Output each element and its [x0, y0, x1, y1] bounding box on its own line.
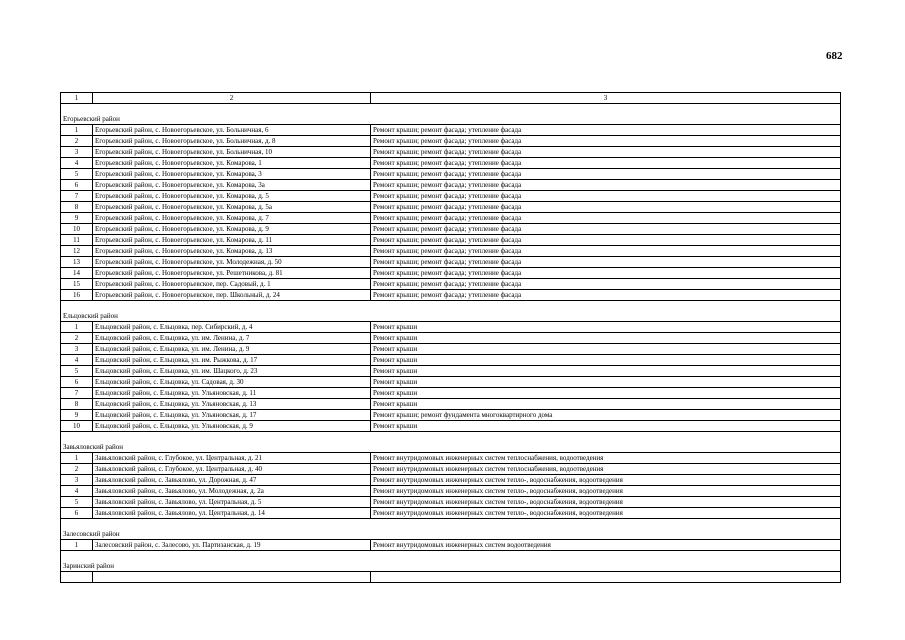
- row-work-type: Ремонт внутридомовых инженерных систем теплоснабжения, водоотведения: [371, 464, 841, 475]
- table-row: [61, 235, 841, 246]
- table-row: [61, 399, 841, 410]
- header-cell-1: 1: [61, 93, 93, 104]
- table-row: [61, 125, 841, 136]
- table-row: [61, 497, 841, 508]
- row-address: Ельцовский район, с. Ельцовка, ул. Ульяновская, д. 11: [93, 388, 371, 399]
- row-number: 7: [61, 191, 93, 202]
- table-row: [61, 453, 841, 464]
- spacer-cell: [61, 301, 841, 312]
- row-number: 8: [61, 399, 93, 410]
- row-number: 2: [61, 333, 93, 344]
- row-address: Ельцовский район, с. Ельцовка, ул. Ульяновская, д. 17: [93, 410, 371, 421]
- row-work-type: Ремонт крыши: [371, 399, 841, 410]
- row-address: Егорьевский район, с. Новоегорьевское, ул. Комарова, д. 5: [93, 191, 371, 202]
- row-address: Егорьевский район, с. Новоегорьевское, ул. Комарова, 3а: [93, 180, 371, 191]
- table-row: [61, 540, 841, 551]
- table-row: [61, 257, 841, 268]
- row-address: Завьяловский район, с. Завьялово, ул. Молодежная, д. 2а: [93, 486, 371, 497]
- table-row: [61, 410, 841, 421]
- row-number: 6: [61, 508, 93, 519]
- row-work-type: Ремонт внутридомовых инженерных систем тепло-, водоснабжения, водоотведения: [371, 497, 841, 508]
- table-row: [61, 136, 841, 147]
- header-cell-3: 3: [371, 93, 841, 104]
- row-work-type: Ремонт внутридомовых инженерных систем тепло-, водоснабжения, водоотведения: [371, 486, 841, 497]
- section-spacer: [61, 432, 841, 443]
- row-address: Ельцовский район, с. Ельцовка, ул. Ульяновская, д. 9: [93, 421, 371, 432]
- section-title: Ельцовский район: [61, 311, 841, 322]
- section-title: Заринский район: [61, 561, 841, 572]
- row-work-type: Ремонт крыши; ремонт фасада; утепление фасада: [371, 224, 841, 235]
- table-row: [61, 158, 841, 169]
- spacer-cell: [61, 104, 841, 115]
- section-title-row: [61, 114, 841, 125]
- table-row: [61, 572, 841, 583]
- row-number: 15: [61, 279, 93, 290]
- row-work-type: Ремонт крыши: [371, 355, 841, 366]
- table-row: [61, 147, 841, 158]
- table-row: [61, 377, 841, 388]
- row-number: 9: [61, 213, 93, 224]
- row-work-type: Ремонт крыши: [371, 388, 841, 399]
- row-work-type: Ремонт внутридомовых инженерных систем тепло-, водоснабжения, водоотведения: [371, 508, 841, 519]
- row-work-type: Ремонт крыши; ремонт фасада; утепление фасада: [371, 136, 841, 147]
- row-address: Завьяловский район, с. Завьялово, ул. Дорожная, д. 47: [93, 475, 371, 486]
- row-work-type: Ремонт крыши; ремонт фасада; утепление фасада: [371, 169, 841, 180]
- row-number: 10: [61, 421, 93, 432]
- row-address: Егорьевский район, с. Новоегорьевское, ул. Комарова, д. 11: [93, 235, 371, 246]
- section-title: Завьяловский район: [61, 442, 841, 453]
- repair-register-table: [60, 92, 841, 583]
- row-address: Егорьевский район, с. Новоегорьевское, ул. Комарова, 3: [93, 169, 371, 180]
- table-row: [61, 333, 841, 344]
- row-work-type: Ремонт крыши: [371, 366, 841, 377]
- section-spacer: [61, 551, 841, 562]
- row-number: 8: [61, 202, 93, 213]
- table-row: [61, 355, 841, 366]
- row-work-type: Ремонт крыши: [371, 421, 841, 432]
- table-row: [61, 268, 841, 279]
- row-number: 7: [61, 388, 93, 399]
- row-address: Ельцовский район, с. Ельцовка, ул. им. Шацкого, д. 23: [93, 366, 371, 377]
- row-work-type: Ремонт крыши; ремонт фасада; утепление фасада: [371, 257, 841, 268]
- row-address: Завьяловский район, с. Глубокое, ул. Центральная, д. 21: [93, 453, 371, 464]
- row-work-type: Ремонт крыши; ремонт фасада; утепление фасада: [371, 125, 841, 136]
- spacer-cell: [61, 519, 841, 530]
- row-number: 5: [61, 366, 93, 377]
- row-work-type: Ремонт крыши; ремонт фасада; утепление фасада: [371, 279, 841, 290]
- row-number: 3: [61, 147, 93, 158]
- section-spacer: [61, 104, 841, 115]
- row-work-type: Ремонт крыши: [371, 333, 841, 344]
- row-number: 4: [61, 486, 93, 497]
- row-work-type: Ремонт крыши; ремонт фасада; утепление фасада: [371, 213, 841, 224]
- row-number: 11: [61, 235, 93, 246]
- section-title-row: [61, 311, 841, 322]
- row-work-type: Ремонт крыши; ремонт фасада; утепление фасада: [371, 158, 841, 169]
- row-number: 14: [61, 268, 93, 279]
- row-address: Егорьевский район, с. Новоегорьевское, ул. Больничная, 10: [93, 147, 371, 158]
- table-row: [61, 421, 841, 432]
- table-row: [61, 290, 841, 301]
- table-row: [61, 246, 841, 257]
- row-number: 1: [61, 322, 93, 333]
- row-address: Егорьевский район, с. Новоегорьевское, пер. Школьный, д. 24: [93, 290, 371, 301]
- row-address: Егорьевский район, с. Новоегорьевское, ул. Молодежная, д. 50: [93, 257, 371, 268]
- page-number: 682: [826, 50, 843, 62]
- row-address: Завьяловский район, с. Завьялово, ул. Центральная, д. 14: [93, 508, 371, 519]
- row-number: 3: [61, 475, 93, 486]
- row-address: Егорьевский район, с. Новоегорьевское, ул. Комарова, д. 5а: [93, 202, 371, 213]
- row-work-type: [371, 572, 841, 583]
- section-title: Егорьевский район: [61, 114, 841, 125]
- table-row: [61, 213, 841, 224]
- row-number: 6: [61, 377, 93, 388]
- row-address: Егорьевский район, с. Новоегорьевское, ул. Комарова, 1: [93, 158, 371, 169]
- section-title-row: [61, 529, 841, 540]
- row-number: 5: [61, 497, 93, 508]
- row-number: 9: [61, 410, 93, 421]
- row-address: Егорьевский район, с. Новоегорьевское, ул. Комарова, д. 7: [93, 213, 371, 224]
- row-address: Егорьевский район, с. Новоегорьевское, ул. Больничная, д. 8: [93, 136, 371, 147]
- row-number: 4: [61, 355, 93, 366]
- row-work-type: Ремонт крыши; ремонт фасада; утепление фасада: [371, 235, 841, 246]
- row-number: [61, 572, 93, 583]
- section-title-row: [61, 442, 841, 453]
- table-body: [61, 93, 841, 583]
- row-number: 2: [61, 464, 93, 475]
- row-work-type: Ремонт крыши; ремонт фундамента многоквартирного дома: [371, 410, 841, 421]
- section-title-row: [61, 561, 841, 572]
- table-row: [61, 464, 841, 475]
- spacer-cell: [61, 551, 841, 562]
- row-number: 1: [61, 453, 93, 464]
- row-number: 2: [61, 136, 93, 147]
- row-address: Егорьевский район, с. Новоегорьевское, ул. Комарова, д. 13: [93, 246, 371, 257]
- row-address: Завьяловский район, с. Завьялово, ул. Центральная, д. 5: [93, 497, 371, 508]
- table-row: [61, 388, 841, 399]
- row-number: 1: [61, 125, 93, 136]
- row-address: Залесовский район, с. Залесово, ул. Партизанская, д. 19: [93, 540, 371, 551]
- row-number: 6: [61, 180, 93, 191]
- row-address: Ельцовский район, с. Ельцовка, ул. им. Ленина, д. 9: [93, 344, 371, 355]
- row-work-type: Ремонт крыши; ремонт фасада; утепление фасада: [371, 191, 841, 202]
- row-address: Егорьевский район, с. Новоегорьевское, ул. Решетникова, д. 81: [93, 268, 371, 279]
- row-address: Егорьевский район, с. Новоегорьевское, ул. Комарова, д. 9: [93, 224, 371, 235]
- section-title: Залесовский район: [61, 529, 841, 540]
- table-row: [61, 344, 841, 355]
- row-work-type: Ремонт внутридомовых инженерных систем водоотведения: [371, 540, 841, 551]
- table-row: [61, 322, 841, 333]
- row-address: Егорьевский район, с. Новоегорьевское, пер. Садовый, д. 1: [93, 279, 371, 290]
- row-work-type: Ремонт крыши: [371, 377, 841, 388]
- row-work-type: Ремонт крыши; ремонт фасада; утепление фасада: [371, 290, 841, 301]
- table-row: [61, 202, 841, 213]
- row-work-type: Ремонт крыши; ремонт фасада; утепление фасада: [371, 147, 841, 158]
- section-spacer: [61, 519, 841, 530]
- spacer-cell: [61, 432, 841, 443]
- row-address: Ельцовский район, с. Ельцовка, ул. им. Рыжкова, д. 17: [93, 355, 371, 366]
- row-address: Егорьевский район, с. Новоегорьевское, ул. Больничная, 6: [93, 125, 371, 136]
- row-work-type: Ремонт внутридомовых инженерных систем теплоснабжения, водоотведения: [371, 453, 841, 464]
- row-number: 10: [61, 224, 93, 235]
- table-row: [61, 486, 841, 497]
- table-row: [61, 191, 841, 202]
- row-work-type: Ремонт крыши: [371, 344, 841, 355]
- row-address: Ельцовский район, с. Ельцовка, ул. им. Ленина, д. 7: [93, 333, 371, 344]
- row-number: 5: [61, 169, 93, 180]
- row-work-type: Ремонт крыши; ремонт фасада; утепление фасада: [371, 268, 841, 279]
- row-address: [93, 572, 371, 583]
- table-row: [61, 475, 841, 486]
- row-work-type: Ремонт крыши; ремонт фасада; утепление фасада: [371, 246, 841, 257]
- row-number: 4: [61, 158, 93, 169]
- row-number: 12: [61, 246, 93, 257]
- table-row: [61, 180, 841, 191]
- table-row: [61, 508, 841, 519]
- header-row: [61, 93, 841, 104]
- table-row: [61, 169, 841, 180]
- row-address: Завьяловский район, с. Глубокое, ул. Центральная, д. 40: [93, 464, 371, 475]
- row-address: Ельцовский район, с. Ельцовка, ул. Ульяновская, д. 13: [93, 399, 371, 410]
- table-row: [61, 366, 841, 377]
- row-address: Ельцовский район, с. Ельцовка, ул. Садовая, д. 30: [93, 377, 371, 388]
- table-row: [61, 279, 841, 290]
- section-spacer: [61, 301, 841, 312]
- row-number: 16: [61, 290, 93, 301]
- row-number: 1: [61, 540, 93, 551]
- header-cell-2: 2: [93, 93, 371, 104]
- row-work-type: Ремонт крыши: [371, 322, 841, 333]
- row-work-type: Ремонт внутридомовых инженерных систем тепло-, водоснабжения, водоотведения: [371, 475, 841, 486]
- row-work-type: Ремонт крыши; ремонт фасада; утепление фасада: [371, 202, 841, 213]
- row-address: Ельцовский район, с. Ельцовка, пер. Сибирский, д. 4: [93, 322, 371, 333]
- row-number: 13: [61, 257, 93, 268]
- row-work-type: Ремонт крыши; ремонт фасада; утепление фасада: [371, 180, 841, 191]
- row-number: 3: [61, 344, 93, 355]
- table-row: [61, 224, 841, 235]
